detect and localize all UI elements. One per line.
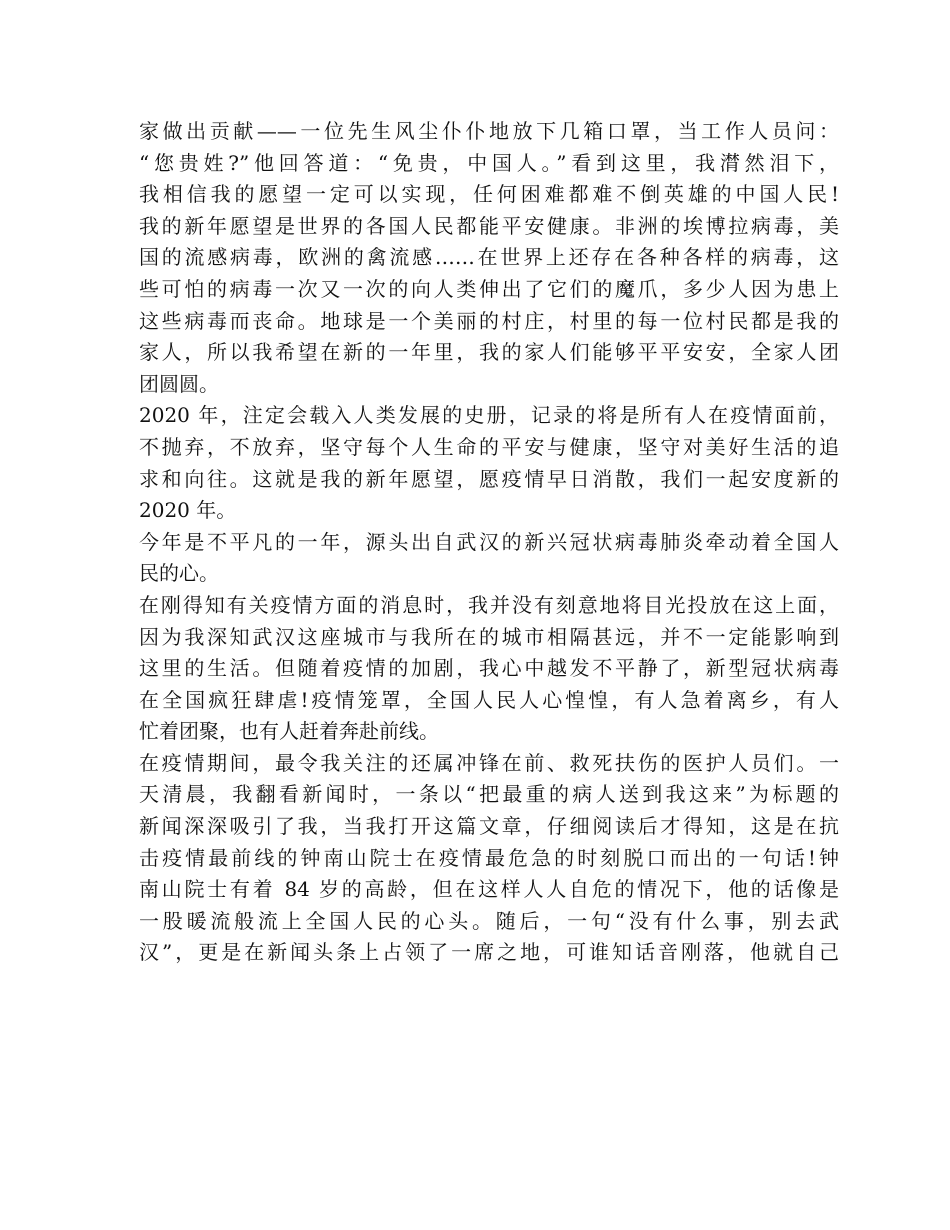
text-line: 不抛弃，不放弃，坚守每个人生命的平安与健康，坚守对美好生活的追 bbox=[139, 434, 839, 459]
text-line: 求和向往。这就是我的新年愿望，愿疫情早日消散，我们一起安度新的 bbox=[139, 466, 839, 491]
text-line: 这些病毒而丧命。地球是一个美丽的村庄，村里的每一位村民都是我的 bbox=[139, 308, 839, 333]
text-line: 2020 年。 bbox=[139, 498, 237, 523]
text-line: 在全国疯狂肆虐!疫情笼罩，全国人民人心惶惶，有人急着离乡，有人 bbox=[139, 687, 839, 712]
text-line: 在疫情期间，最令我关注的还属冲锋在前、救死扶伤的医护人员们。一 bbox=[139, 750, 839, 775]
text-line: 我相信我的愿望一定可以实现，任何困难都难不倒英雄的中国人民! bbox=[139, 182, 839, 207]
text-line: 家做出贡献——一位先生风尘仆仆地放下几箱口罩，当工作人员问： bbox=[139, 119, 839, 143]
text-line: 这里的生活。但随着疫情的加剧，我心中越发不平静了，新型冠状病毒 bbox=[139, 656, 839, 681]
text-line: 新闻深深吸引了我，当我打开这篇文章，仔细阅读后才得知，这是在抗 bbox=[139, 814, 839, 839]
text-line: 天清晨，我翻看新闻时，一条以“把最重的病人送到我这来”为标题的 bbox=[139, 782, 839, 807]
text-line: 些可怕的病毒一次又一次的向人类伸出了它们的魔爪，多少人因为患上 bbox=[139, 276, 839, 301]
text-line: 击疫情最前线的钟南山院士在疫情最危急的时刻脱口而出的一句话!钟 bbox=[139, 845, 839, 870]
text-line: “您贵姓?”他回答道：“免贵，中国人。”看到这里，我潸然泪下， bbox=[139, 150, 839, 175]
text-line: 汉”，更是在新闻头条上占领了一席之地，可谁知话音刚落，他就自己 bbox=[139, 940, 839, 965]
text-line: 民的心。 bbox=[139, 561, 219, 586]
text-line: 忙着团聚，也有人赶着奔赴前线。 bbox=[139, 719, 439, 744]
text-line: 国的流感病毒，欧洲的禽流感……在世界上还存在各种各样的病毒，这 bbox=[139, 245, 839, 270]
text-line: 家人，所以我希望在新的一年里，我的家人们能够平平安安，全家人团 bbox=[139, 340, 839, 365]
text-line: 在刚得知有关疫情方面的消息时，我并没有刻意地将目光投放在这上面， bbox=[139, 592, 839, 617]
text-line: 我的新年愿望是世界的各国人民都能平安健康。非洲的埃博拉病毒，美 bbox=[139, 213, 839, 238]
text-line: 2020 年，注定会载入人类发展的史册，记录的将是所有人在疫情面前， bbox=[139, 403, 839, 428]
text-line: 南山院士有着 84 岁的高龄，但在这样人人自危的情况下，他的话像是 bbox=[139, 877, 839, 902]
text-line: 一股暖流般流上全国人民的心头。随后，一句“没有什么事，别去武 bbox=[139, 908, 839, 933]
document-body bbox=[139, 116, 839, 969]
text-line: 今年是不平凡的一年，源头出自武汉的新兴冠状病毒肺炎牵动着全国人 bbox=[139, 529, 839, 554]
text-line: 因为我深知武汉这座城市与我所在的城市相隔甚远，并不一定能影响到 bbox=[139, 624, 839, 649]
text-line: 团圆圆。 bbox=[139, 371, 219, 396]
